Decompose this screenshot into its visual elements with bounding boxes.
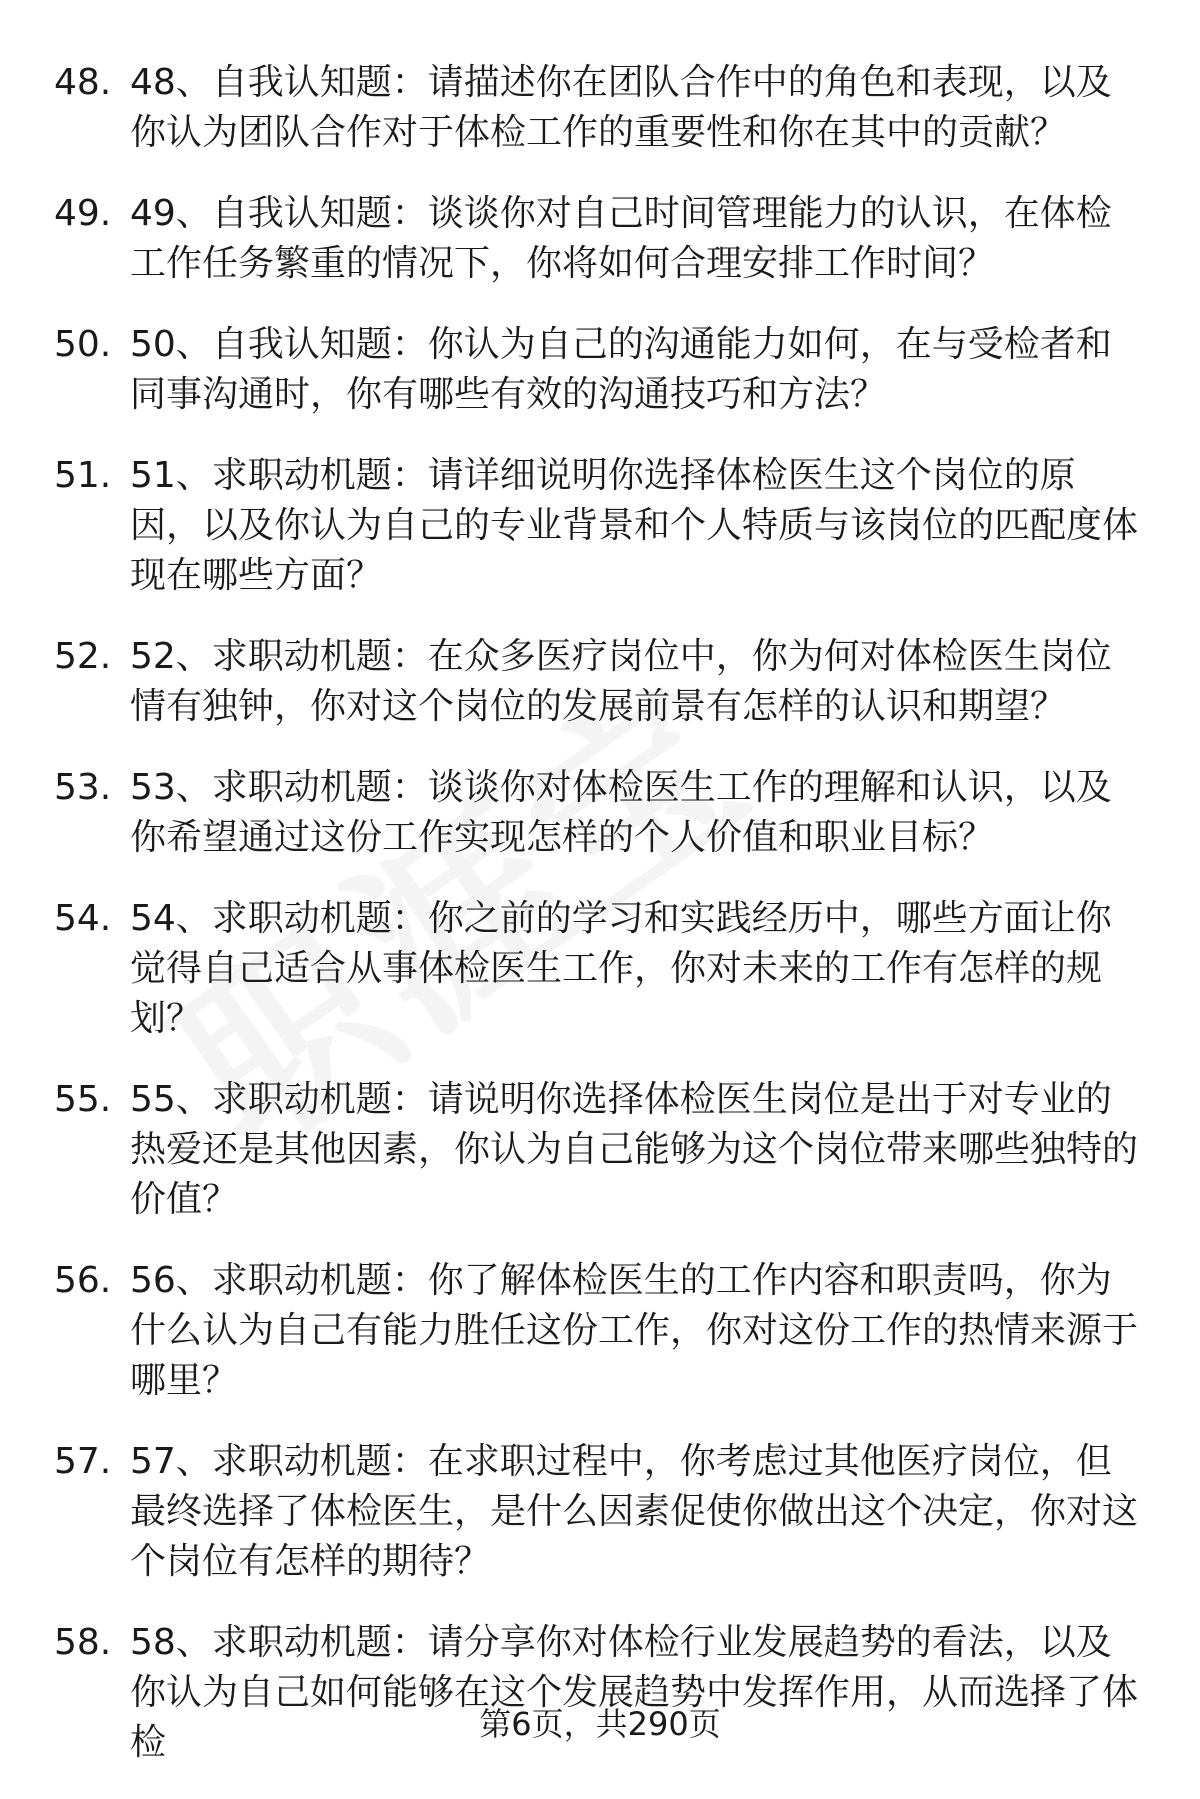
question-number: 49. <box>54 193 112 234</box>
question-item <box>0 632 1200 732</box>
question-text: 53、求职动机题：谈谈你对体检医生工作的理解和认识，以及你希望通过这份工作实现怎样的个人价值和职业目标？ <box>130 767 1112 858</box>
question-item <box>0 894 1200 1044</box>
question-text: 50、自我认知题：你认为自己的沟通能力如何，在与受检者和同事沟通时，你有哪些有效的沟通技巧和方法？ <box>130 324 1112 415</box>
question-number: 54. <box>54 898 112 939</box>
question-item <box>0 1256 1200 1406</box>
question-number: 58. <box>54 1622 112 1663</box>
question-text: 52、求职动机题：在众多医疗岗位中，你为何对体检医生岗位情有独钟，你对这个岗位的发展前景有怎样的认识和期望？ <box>130 636 1112 727</box>
question-number: 57. <box>54 1441 112 1482</box>
question-text: 49、自我认知题：谈谈你对自己时间管理能力的认识，在体检工作任务繁重的情况下，你将如何合理安排工作时间？ <box>130 193 1112 284</box>
page-number-label: 第6页，共290页 <box>479 1705 721 1743</box>
question-item <box>0 320 1200 420</box>
question-item <box>0 1437 1200 1587</box>
question-number: 51. <box>54 455 112 496</box>
question-item <box>0 763 1200 863</box>
question-text: 54、求职动机题：你之前的学习和实践经历中，哪些方面让你觉得自己适合从事体检医生工作，你对未来的工作有怎样的规划？ <box>130 898 1112 1039</box>
question-number: 53. <box>54 767 112 808</box>
question-text: 56、求职动机题：你了解体检医生的工作内容和职责吗，你为什么认为自己有能力胜任这份工作，你对这份工作的热情来源于哪里？ <box>130 1260 1139 1401</box>
question-text: 51、求职动机题：请详细说明你选择体检医生这个岗位的原因，以及你认为自己的专业背景和个人特质与该岗位的匹配度体现在哪些方面？ <box>130 455 1139 596</box>
question-item <box>0 58 1200 158</box>
question-text: 57、求职动机题：在求职过程中，你考虑过其他医疗岗位，但最终选择了体检医生，是什么因素促使你做出这个决定，你对这个岗位有怎样的期待？ <box>130 1441 1139 1582</box>
question-list <box>0 58 1200 1799</box>
page-footer <box>0 1704 1200 1744</box>
question-item <box>0 1075 1200 1225</box>
question-text: 55、求职动机题：请说明你选择体检医生岗位是出于对专业的热爱还是其他因素，你认为自己能够为这个岗位带来哪些独特的价值？ <box>130 1079 1139 1220</box>
question-number: 48. <box>54 62 112 103</box>
question-item <box>0 451 1200 601</box>
question-text: 58、求职动机题：请分享你对体检行业发展趋势的看法，以及你认为自己如何能够在这个发展趋势中发挥作用，从而选择了体检 <box>130 1622 1139 1763</box>
question-number: 50. <box>54 324 112 365</box>
question-text: 48、自我认知题：请描述你在团队合作中的角色和表现，以及你认为团队合作对于体检工作的重要性和你在其中的贡献？ <box>130 62 1112 153</box>
question-number: 52. <box>54 636 112 677</box>
question-number: 55. <box>54 1079 112 1120</box>
question-number: 56. <box>54 1260 112 1301</box>
question-item <box>0 1618 1200 1768</box>
question-item <box>0 189 1200 289</box>
